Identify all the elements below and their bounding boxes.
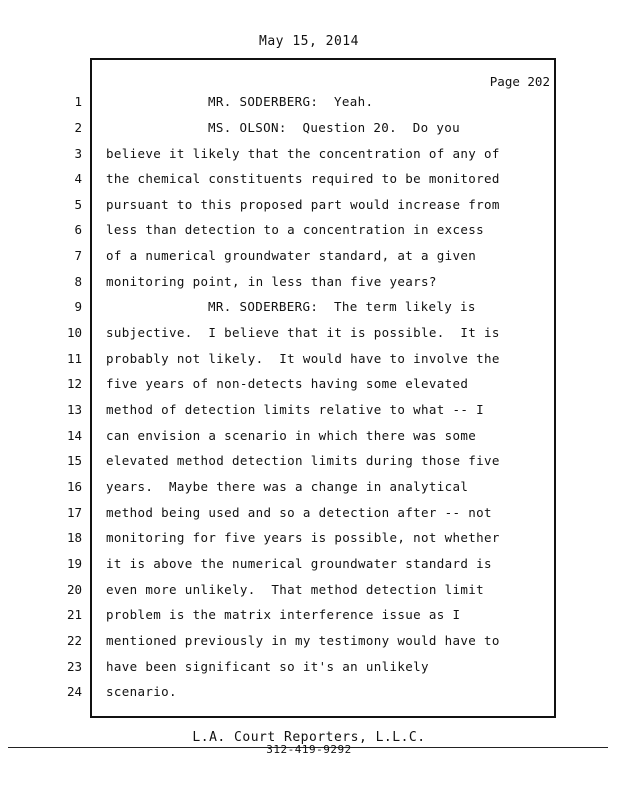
line-text: method being used and so a detection after -- not: [106, 505, 492, 520]
line-number: 8: [74, 274, 82, 289]
line-text: MR. SODERBERG: The term likely is: [208, 299, 476, 314]
line-text: years. Maybe there was a change in analytical: [106, 479, 469, 494]
line-number: 6: [74, 222, 82, 237]
line-text: monitoring for five years is possible, not whether: [106, 530, 500, 545]
line-number: 7: [74, 248, 82, 263]
line-number: 5: [74, 197, 82, 212]
line-text: believe it likely that the concentration of any of: [106, 146, 500, 161]
line-number: 20: [66, 582, 82, 597]
line-number: 2: [74, 120, 82, 135]
line-text: MR. SODERBERG: Yeah.: [208, 94, 374, 109]
line-text: it is above the numerical groundwater standard is: [106, 556, 492, 571]
line-text: elevated method detection limits during those five: [106, 453, 500, 468]
line-text: scenario.: [106, 684, 177, 699]
line-text: the chemical constituents required to be monitored: [106, 171, 500, 186]
line-number: 18: [66, 530, 82, 545]
line-number: 3: [74, 146, 82, 161]
line-number: 9: [74, 299, 82, 314]
line-number: 19: [66, 556, 82, 571]
line-text: can envision a scenario in which there was some: [106, 428, 477, 443]
line-text: probably not likely. It would have to involve the: [106, 351, 500, 366]
line-text: of a numerical groundwater standard, at a given: [106, 248, 477, 263]
line-text: MS. OLSON: Question 20. Do you: [208, 120, 461, 135]
line-number: 23: [66, 659, 82, 674]
line-text: problem is the matrix interference issue as I: [106, 607, 461, 622]
line-number: 14: [66, 428, 82, 443]
footer-phone: 312-419-9292: [266, 743, 352, 756]
line-number: 1: [74, 94, 82, 109]
line-number: 21: [66, 607, 82, 622]
line-number: 22: [66, 633, 82, 648]
line-text: mentioned previously in my testimony would have to: [106, 633, 500, 648]
line-text: less than detection to a concentration in excess: [106, 222, 485, 237]
line-number: 13: [66, 402, 82, 417]
line-number: 11: [66, 351, 82, 366]
line-text: subjective. I believe that it is possible. It is: [106, 325, 500, 340]
line-text: method of detection limits relative to what -- I: [106, 402, 485, 417]
line-text: even more unlikely. That method detection limit: [106, 582, 485, 597]
line-number: 16: [66, 479, 82, 494]
page-date: May 15, 2014: [259, 34, 359, 49]
line-number: 17: [66, 505, 82, 520]
footer-company: L.A. Court Reporters, L.L.C.: [192, 730, 426, 745]
line-text: five years of non-detects having some elevated: [106, 376, 469, 391]
line-number: 24: [66, 684, 82, 699]
line-text: have been significant so it's an unlikely: [106, 659, 429, 674]
line-number: 4: [74, 171, 82, 186]
page-number: Page 202: [489, 74, 550, 89]
line-number: 12: [66, 376, 82, 391]
line-number: 10: [66, 325, 82, 340]
line-number: 15: [66, 453, 82, 468]
line-text: pursuant to this proposed part would increase from: [106, 197, 500, 212]
line-text: monitoring point, in less than five years?: [106, 274, 437, 289]
